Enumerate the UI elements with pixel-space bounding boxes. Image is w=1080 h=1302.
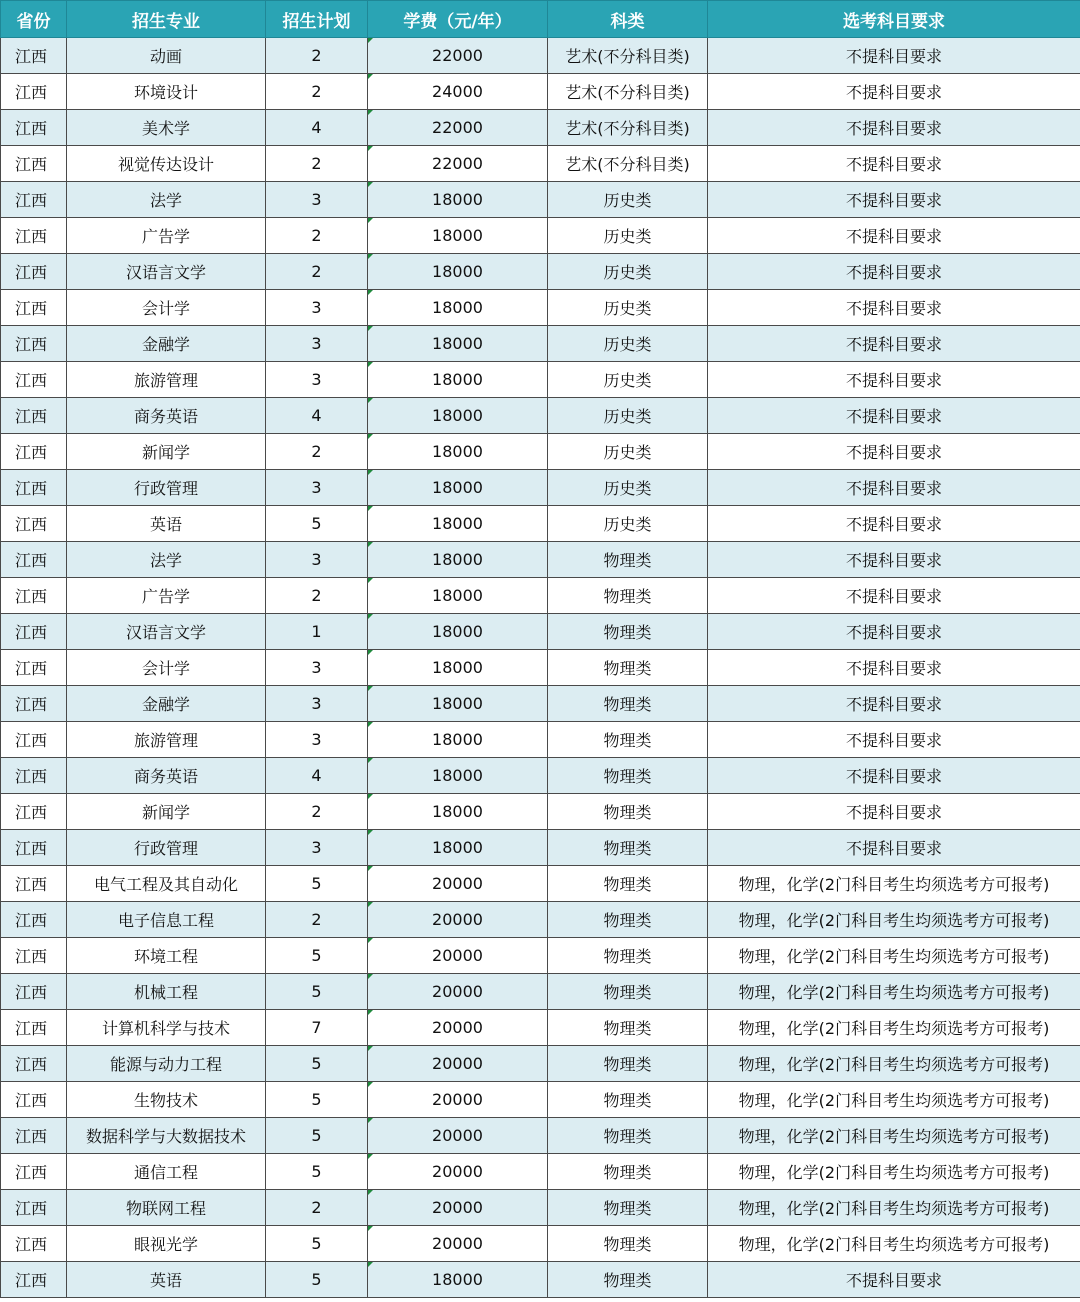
cell-major: 商务英语 xyxy=(67,398,266,434)
cell-major: 环境设计 xyxy=(67,74,266,110)
cell-subject-requirement: 不提科目要求 xyxy=(708,74,1080,110)
cell-major: 会计学 xyxy=(67,650,266,686)
cell-tuition: 18000 xyxy=(368,470,548,506)
cell-tuition: 18000 xyxy=(368,686,548,722)
header-category: 科类 xyxy=(548,1,708,38)
cell-category: 历史类 xyxy=(548,218,708,254)
cell-category: 物理类 xyxy=(548,1226,708,1262)
cell-tuition: 22000 xyxy=(368,146,548,182)
cell-major: 视觉传达设计 xyxy=(67,146,266,182)
cell-category: 历史类 xyxy=(548,434,708,470)
cell-category: 物理类 xyxy=(548,758,708,794)
cell-major: 眼视光学 xyxy=(67,1226,266,1262)
cell-province: 江西 xyxy=(1,758,67,794)
cell-category: 物理类 xyxy=(548,794,708,830)
table-row xyxy=(1,1118,1080,1154)
table-row xyxy=(1,362,1080,398)
cell-subject-requirement: 不提科目要求 xyxy=(708,614,1080,650)
cell-tuition: 22000 xyxy=(368,38,548,74)
cell-tuition: 18000 xyxy=(368,434,548,470)
table-row xyxy=(1,902,1080,938)
cell-plan: 2 xyxy=(266,146,368,182)
cell-province: 江西 xyxy=(1,74,67,110)
cell-plan: 3 xyxy=(266,686,368,722)
cell-subject-requirement: 物理，化学(2门科目考生均须选考方可报考) xyxy=(708,1154,1080,1190)
cell-subject-requirement: 不提科目要求 xyxy=(708,578,1080,614)
header-province: 省份 xyxy=(1,1,67,38)
cell-tuition: 18000 xyxy=(368,1262,548,1298)
table-row xyxy=(1,614,1080,650)
cell-category: 历史类 xyxy=(548,182,708,218)
cell-major: 广告学 xyxy=(67,218,266,254)
cell-major: 电子信息工程 xyxy=(67,902,266,938)
cell-province: 江西 xyxy=(1,470,67,506)
cell-province: 江西 xyxy=(1,1010,67,1046)
cell-major: 汉语言文学 xyxy=(67,254,266,290)
table-row xyxy=(1,1010,1080,1046)
table-row xyxy=(1,1154,1080,1190)
cell-plan: 5 xyxy=(266,938,368,974)
table-row xyxy=(1,1262,1080,1298)
cell-category: 物理类 xyxy=(548,614,708,650)
cell-major: 英语 xyxy=(67,506,266,542)
cell-plan: 4 xyxy=(266,758,368,794)
cell-province: 江西 xyxy=(1,542,67,578)
cell-subject-requirement: 物理，化学(2门科目考生均须选考方可报考) xyxy=(708,1046,1080,1082)
cell-tuition: 18000 xyxy=(368,398,548,434)
cell-province: 江西 xyxy=(1,182,67,218)
table-row xyxy=(1,722,1080,758)
cell-tuition: 20000 xyxy=(368,974,548,1010)
cell-category: 历史类 xyxy=(548,470,708,506)
cell-plan: 5 xyxy=(266,1046,368,1082)
cell-plan: 4 xyxy=(266,110,368,146)
cell-province: 江西 xyxy=(1,326,67,362)
cell-tuition: 18000 xyxy=(368,794,548,830)
cell-tuition: 20000 xyxy=(368,902,548,938)
cell-major: 旅游管理 xyxy=(67,722,266,758)
cell-major: 美术学 xyxy=(67,110,266,146)
cell-subject-requirement: 不提科目要求 xyxy=(708,470,1080,506)
table-row xyxy=(1,1046,1080,1082)
cell-tuition: 18000 xyxy=(368,830,548,866)
cell-tuition: 20000 xyxy=(368,866,548,902)
cell-subject-requirement: 物理，化学(2门科目考生均须选考方可报考) xyxy=(708,1190,1080,1226)
cell-major: 行政管理 xyxy=(67,470,266,506)
cell-subject-requirement: 不提科目要求 xyxy=(708,218,1080,254)
cell-subject-requirement: 不提科目要求 xyxy=(708,254,1080,290)
cell-category: 艺术(不分科目类) xyxy=(548,110,708,146)
cell-major: 法学 xyxy=(67,182,266,218)
cell-tuition: 24000 xyxy=(368,74,548,110)
cell-plan: 2 xyxy=(266,902,368,938)
table-row xyxy=(1,758,1080,794)
cell-major: 计算机科学与技术 xyxy=(67,1010,266,1046)
cell-category: 物理类 xyxy=(548,1046,708,1082)
cell-major: 物联网工程 xyxy=(67,1190,266,1226)
table-row xyxy=(1,830,1080,866)
cell-plan: 2 xyxy=(266,434,368,470)
cell-subject-requirement: 不提科目要求 xyxy=(708,146,1080,182)
cell-plan: 2 xyxy=(266,254,368,290)
cell-major: 新闻学 xyxy=(67,434,266,470)
table-row xyxy=(1,506,1080,542)
cell-category: 物理类 xyxy=(548,902,708,938)
cell-major: 汉语言文学 xyxy=(67,614,266,650)
cell-major: 能源与动力工程 xyxy=(67,1046,266,1082)
cell-subject-requirement: 不提科目要求 xyxy=(708,362,1080,398)
cell-tuition: 22000 xyxy=(368,110,548,146)
cell-plan: 1 xyxy=(266,614,368,650)
table-row xyxy=(1,326,1080,362)
cell-major: 新闻学 xyxy=(67,794,266,830)
cell-province: 江西 xyxy=(1,578,67,614)
table-row xyxy=(1,686,1080,722)
cell-subject-requirement: 物理，化学(2门科目考生均须选考方可报考) xyxy=(708,1118,1080,1154)
table-row xyxy=(1,110,1080,146)
cell-plan: 7 xyxy=(266,1010,368,1046)
cell-category: 历史类 xyxy=(548,506,708,542)
cell-plan: 3 xyxy=(266,182,368,218)
cell-plan: 2 xyxy=(266,218,368,254)
cell-subject-requirement: 不提科目要求 xyxy=(708,830,1080,866)
header-major: 招生专业 xyxy=(67,1,266,38)
cell-plan: 5 xyxy=(266,1082,368,1118)
cell-major: 金融学 xyxy=(67,686,266,722)
table-row xyxy=(1,398,1080,434)
cell-plan: 5 xyxy=(266,1154,368,1190)
cell-province: 江西 xyxy=(1,866,67,902)
table-row xyxy=(1,974,1080,1010)
cell-category: 历史类 xyxy=(548,290,708,326)
table-row xyxy=(1,74,1080,110)
cell-tuition: 18000 xyxy=(368,254,548,290)
cell-category: 历史类 xyxy=(548,254,708,290)
cell-subject-requirement: 物理，化学(2门科目考生均须选考方可报考) xyxy=(708,938,1080,974)
cell-subject-requirement: 不提科目要求 xyxy=(708,686,1080,722)
cell-major: 通信工程 xyxy=(67,1154,266,1190)
cell-province: 江西 xyxy=(1,938,67,974)
cell-province: 江西 xyxy=(1,398,67,434)
cell-tuition: 18000 xyxy=(368,578,548,614)
cell-subject-requirement: 不提科目要求 xyxy=(708,182,1080,218)
cell-category: 历史类 xyxy=(548,362,708,398)
cell-tuition: 18000 xyxy=(368,758,548,794)
cell-tuition: 20000 xyxy=(368,938,548,974)
cell-subject-requirement: 不提科目要求 xyxy=(708,434,1080,470)
cell-subject-requirement: 物理，化学(2门科目考生均须选考方可报考) xyxy=(708,1226,1080,1262)
cell-major: 旅游管理 xyxy=(67,362,266,398)
cell-province: 江西 xyxy=(1,686,67,722)
cell-category: 物理类 xyxy=(548,1262,708,1298)
cell-category: 物理类 xyxy=(548,1118,708,1154)
cell-province: 江西 xyxy=(1,506,67,542)
cell-tuition: 18000 xyxy=(368,182,548,218)
cell-province: 江西 xyxy=(1,902,67,938)
cell-plan: 3 xyxy=(266,362,368,398)
cell-category: 物理类 xyxy=(548,578,708,614)
cell-category: 物理类 xyxy=(548,1082,708,1118)
table-row xyxy=(1,938,1080,974)
table-row xyxy=(1,794,1080,830)
cell-province: 江西 xyxy=(1,1190,67,1226)
table-row xyxy=(1,866,1080,902)
cell-province: 江西 xyxy=(1,1262,67,1298)
cell-tuition: 18000 xyxy=(368,506,548,542)
cell-major: 会计学 xyxy=(67,290,266,326)
cell-category: 历史类 xyxy=(548,326,708,362)
cell-subject-requirement: 物理，化学(2门科目考生均须选考方可报考) xyxy=(708,1082,1080,1118)
table-row xyxy=(1,1190,1080,1226)
cell-plan: 2 xyxy=(266,794,368,830)
table-row xyxy=(1,434,1080,470)
cell-province: 江西 xyxy=(1,218,67,254)
cell-major: 动画 xyxy=(67,38,266,74)
table-row xyxy=(1,146,1080,182)
cell-province: 江西 xyxy=(1,614,67,650)
cell-category: 物理类 xyxy=(548,1010,708,1046)
cell-major: 环境工程 xyxy=(67,938,266,974)
cell-plan: 2 xyxy=(266,578,368,614)
cell-major: 电气工程及其自动化 xyxy=(67,866,266,902)
cell-major: 金融学 xyxy=(67,326,266,362)
cell-plan: 5 xyxy=(266,866,368,902)
cell-province: 江西 xyxy=(1,38,67,74)
header-subject-requirement: 选考科目要求 xyxy=(708,1,1080,38)
cell-category: 物理类 xyxy=(548,686,708,722)
cell-plan: 3 xyxy=(266,650,368,686)
cell-tuition: 20000 xyxy=(368,1118,548,1154)
header-row xyxy=(1,1,1080,38)
cell-province: 江西 xyxy=(1,650,67,686)
cell-plan: 3 xyxy=(266,722,368,758)
cell-province: 江西 xyxy=(1,110,67,146)
cell-plan: 4 xyxy=(266,398,368,434)
cell-category: 物理类 xyxy=(548,1154,708,1190)
cell-category: 物理类 xyxy=(548,1190,708,1226)
cell-major: 机械工程 xyxy=(67,974,266,1010)
cell-category: 物理类 xyxy=(548,974,708,1010)
cell-subject-requirement: 不提科目要求 xyxy=(708,506,1080,542)
cell-province: 江西 xyxy=(1,362,67,398)
cell-province: 江西 xyxy=(1,974,67,1010)
table-header xyxy=(1,1,1080,38)
cell-province: 江西 xyxy=(1,722,67,758)
cell-category: 物理类 xyxy=(548,542,708,578)
cell-category: 物理类 xyxy=(548,866,708,902)
cell-plan: 2 xyxy=(266,74,368,110)
cell-tuition: 18000 xyxy=(368,614,548,650)
table-row xyxy=(1,470,1080,506)
cell-tuition: 18000 xyxy=(368,542,548,578)
cell-plan: 2 xyxy=(266,1190,368,1226)
cell-plan: 5 xyxy=(266,1118,368,1154)
cell-tuition: 18000 xyxy=(368,326,548,362)
cell-plan: 3 xyxy=(266,470,368,506)
cell-province: 江西 xyxy=(1,290,67,326)
cell-category: 物理类 xyxy=(548,722,708,758)
cell-major: 广告学 xyxy=(67,578,266,614)
cell-tuition: 20000 xyxy=(368,1082,548,1118)
cell-tuition: 20000 xyxy=(368,1154,548,1190)
table-row xyxy=(1,1226,1080,1262)
cell-subject-requirement: 物理，化学(2门科目考生均须选考方可报考) xyxy=(708,974,1080,1010)
cell-province: 江西 xyxy=(1,146,67,182)
cell-subject-requirement: 不提科目要求 xyxy=(708,794,1080,830)
cell-tuition: 20000 xyxy=(368,1190,548,1226)
cell-tuition: 18000 xyxy=(368,722,548,758)
table-row xyxy=(1,254,1080,290)
cell-plan: 3 xyxy=(266,542,368,578)
cell-subject-requirement: 不提科目要求 xyxy=(708,326,1080,362)
cell-province: 江西 xyxy=(1,794,67,830)
table-row xyxy=(1,182,1080,218)
cell-province: 江西 xyxy=(1,1154,67,1190)
cell-major: 英语 xyxy=(67,1262,266,1298)
cell-category: 艺术(不分科目类) xyxy=(548,74,708,110)
cell-province: 江西 xyxy=(1,1082,67,1118)
table-row xyxy=(1,218,1080,254)
cell-province: 江西 xyxy=(1,1046,67,1082)
header-plan: 招生计划 xyxy=(266,1,368,38)
cell-plan: 3 xyxy=(266,326,368,362)
cell-category: 历史类 xyxy=(548,398,708,434)
header-tuition: 学费（元/年） xyxy=(368,1,548,38)
table-row xyxy=(1,290,1080,326)
cell-subject-requirement: 不提科目要求 xyxy=(708,542,1080,578)
cell-tuition: 18000 xyxy=(368,650,548,686)
cell-subject-requirement: 不提科目要求 xyxy=(708,722,1080,758)
cell-province: 江西 xyxy=(1,830,67,866)
cell-category: 物理类 xyxy=(548,830,708,866)
table-row xyxy=(1,542,1080,578)
cell-tuition: 20000 xyxy=(368,1010,548,1046)
cell-subject-requirement: 不提科目要求 xyxy=(708,398,1080,434)
cell-plan: 2 xyxy=(266,38,368,74)
cell-subject-requirement: 物理，化学(2门科目考生均须选考方可报考) xyxy=(708,866,1080,902)
cell-province: 江西 xyxy=(1,254,67,290)
cell-province: 江西 xyxy=(1,434,67,470)
table-row xyxy=(1,1082,1080,1118)
cell-subject-requirement: 物理，化学(2门科目考生均须选考方可报考) xyxy=(708,1010,1080,1046)
cell-plan: 3 xyxy=(266,290,368,326)
cell-category: 物理类 xyxy=(548,650,708,686)
cell-tuition: 18000 xyxy=(368,290,548,326)
cell-major: 数据科学与大数据技术 xyxy=(67,1118,266,1154)
cell-major: 生物技术 xyxy=(67,1082,266,1118)
cell-subject-requirement: 不提科目要求 xyxy=(708,1262,1080,1298)
cell-province: 江西 xyxy=(1,1226,67,1262)
cell-subject-requirement: 不提科目要求 xyxy=(708,110,1080,146)
cell-subject-requirement: 物理，化学(2门科目考生均须选考方可报考) xyxy=(708,902,1080,938)
cell-tuition: 20000 xyxy=(368,1046,548,1082)
cell-tuition: 18000 xyxy=(368,218,548,254)
cell-subject-requirement: 不提科目要求 xyxy=(708,650,1080,686)
cell-plan: 5 xyxy=(266,1226,368,1262)
cell-tuition: 20000 xyxy=(368,1226,548,1262)
cell-plan: 5 xyxy=(266,506,368,542)
cell-tuition: 18000 xyxy=(368,362,548,398)
table-row xyxy=(1,38,1080,74)
cell-subject-requirement: 不提科目要求 xyxy=(708,758,1080,794)
cell-major: 行政管理 xyxy=(67,830,266,866)
cell-plan: 5 xyxy=(266,1262,368,1298)
cell-category: 物理类 xyxy=(548,938,708,974)
cell-category: 艺术(不分科目类) xyxy=(548,146,708,182)
cell-plan: 5 xyxy=(266,974,368,1010)
cell-province: 江西 xyxy=(1,1118,67,1154)
table-row xyxy=(1,578,1080,614)
cell-major: 法学 xyxy=(67,542,266,578)
cell-subject-requirement: 不提科目要求 xyxy=(708,38,1080,74)
cell-subject-requirement: 不提科目要求 xyxy=(708,290,1080,326)
table-body xyxy=(1,38,1080,1298)
table-row xyxy=(1,650,1080,686)
cell-major: 商务英语 xyxy=(67,758,266,794)
cell-category: 艺术(不分科目类) xyxy=(548,38,708,74)
cell-plan: 3 xyxy=(266,830,368,866)
